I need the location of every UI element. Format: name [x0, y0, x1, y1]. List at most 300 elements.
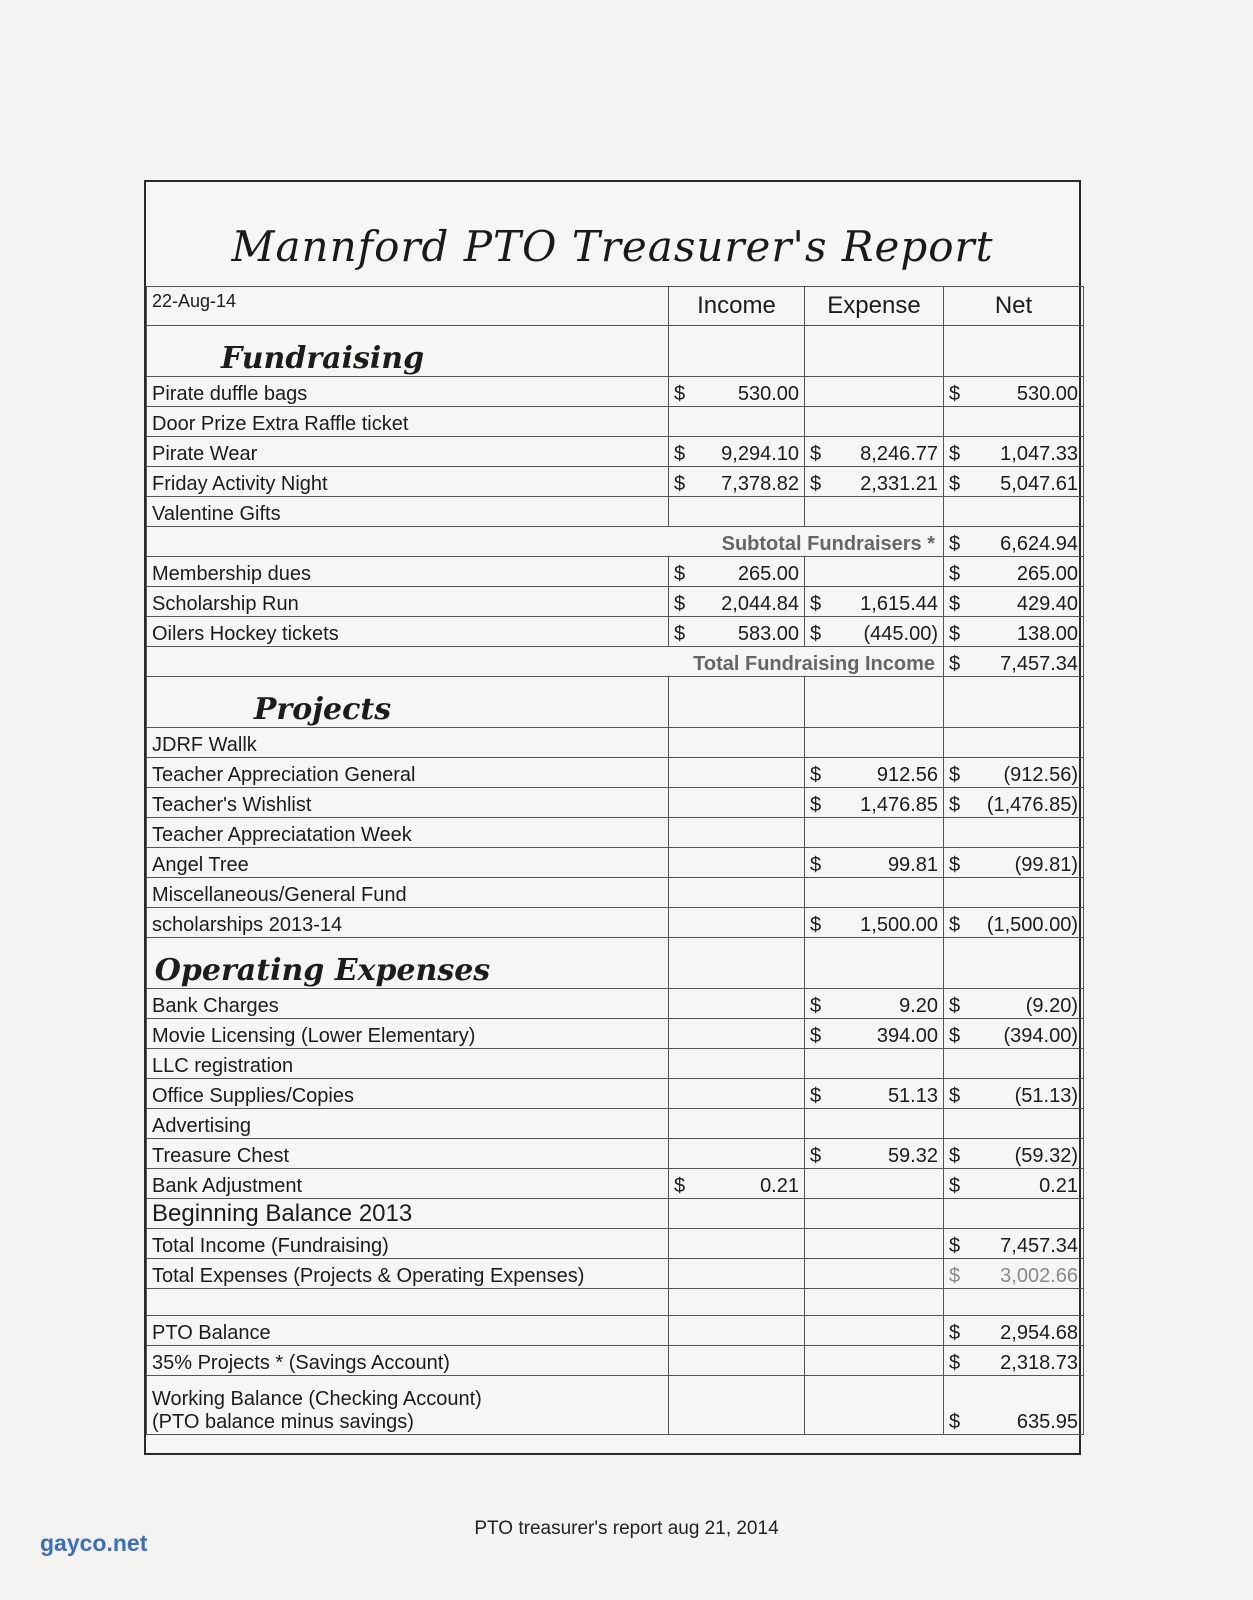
currency-symbol: $	[949, 1145, 961, 1167]
table-row	[147, 908, 1084, 938]
income-value-cell	[669, 437, 805, 467]
total-fundraising-row	[147, 647, 1084, 677]
currency-symbol: $	[810, 794, 822, 816]
total-expenses-row-label: Total Expenses (Projects & Operating Expenses)	[147, 1259, 669, 1289]
empty-cell	[805, 1376, 944, 1435]
spacer-row-value-cell	[944, 1289, 1084, 1316]
net-value	[949, 794, 1078, 817]
expense-value	[810, 1085, 938, 1108]
report-title: Mannford PTO Treasurer's Report	[231, 222, 994, 271]
expense-value-cell	[805, 818, 944, 848]
net-value	[949, 623, 1078, 646]
table-row	[147, 1169, 1084, 1199]
net-value-cell	[944, 908, 1084, 938]
currency-symbol: $	[674, 563, 686, 585]
income-value-amount: 530.00	[737, 383, 799, 405]
empty-cell	[669, 1316, 805, 1346]
expense-value-amount: (445.00)	[863, 623, 938, 645]
income-value-cell	[669, 989, 805, 1019]
spacer-row	[147, 1289, 1084, 1316]
net-value-amount: (394.00)	[1003, 1025, 1078, 1047]
table-row	[147, 1079, 1084, 1109]
expense-value-cell	[805, 1109, 944, 1139]
currency-symbol: $	[949, 854, 961, 876]
empty-cell	[669, 1289, 805, 1316]
row-label: Friday Activity Night	[147, 467, 669, 497]
pto-balance-row-label: PTO Balance	[147, 1316, 669, 1346]
net-value-cell	[944, 407, 1084, 437]
currency-symbol: $	[949, 443, 961, 465]
empty-cell	[805, 677, 944, 728]
working-balance-line-1: Working Balance (Checking Account)	[152, 1388, 482, 1410]
expense-value	[810, 1025, 938, 1048]
expense-value-amount: 1,476.85	[860, 794, 938, 816]
section-row	[147, 326, 1084, 377]
income-value-cell	[669, 848, 805, 878]
empty-cell	[805, 326, 944, 377]
pto-balance-row-value-cell	[944, 1316, 1084, 1346]
empty-cell	[944, 326, 1084, 377]
expense-value-amount: 59.32	[887, 1145, 938, 1167]
row-label: Pirate duffle bags	[147, 377, 669, 407]
net-value-amount: (1,476.85)	[986, 794, 1078, 816]
row-label: Bank Charges	[147, 989, 669, 1019]
projects-savings-row-value-amount: 2,318.73	[1000, 1352, 1078, 1374]
net-value	[949, 995, 1078, 1018]
expense-value-cell	[805, 587, 944, 617]
currency-symbol: $	[810, 443, 822, 465]
income-value-cell	[669, 878, 805, 908]
net-value-cell	[944, 878, 1084, 908]
currency-symbol: $	[949, 473, 961, 495]
income-value-cell	[669, 758, 805, 788]
empty-cell	[669, 1259, 805, 1289]
section-title-projects: Projects	[147, 677, 669, 728]
income-value-amount: 2,044.84	[721, 593, 799, 615]
expense-value-cell	[805, 617, 944, 647]
row-label: scholarships 2013-14	[147, 908, 669, 938]
total-expenses-row	[147, 1259, 1084, 1289]
expense-value-amount: 2,331.21	[860, 473, 938, 495]
expense-column-header: Expense	[805, 287, 944, 326]
row-label: Teacher Appreciation General	[147, 758, 669, 788]
row-label: JDRF Wallk	[147, 728, 669, 758]
net-value	[949, 1175, 1078, 1198]
income-value-cell	[669, 1019, 805, 1049]
income-value-cell	[669, 587, 805, 617]
expense-value	[810, 914, 938, 937]
section-title-operating: Operating Expenses	[147, 938, 669, 989]
income-value-amount: 0.21	[760, 1175, 799, 1197]
currency-symbol: $	[949, 1175, 961, 1197]
income-value-cell	[669, 407, 805, 437]
working-balance-line-2: (PTO balance minus savings)	[152, 1411, 414, 1433]
empty-cell	[805, 1259, 944, 1289]
total-income-row	[147, 1229, 1084, 1259]
total-income-row-value-amount: 7,457.34	[1000, 1235, 1078, 1257]
expense-value	[810, 854, 938, 877]
expense-value-cell	[805, 989, 944, 1019]
expense-value	[810, 995, 938, 1018]
empty-cell	[805, 1346, 944, 1376]
net-value-amount: 429.40	[1016, 593, 1078, 615]
expense-value-cell	[805, 557, 944, 587]
income-value	[674, 443, 799, 466]
total-expenses-row-value	[949, 1265, 1078, 1288]
currency-symbol: $	[949, 623, 961, 645]
expense-value-cell	[805, 467, 944, 497]
working-balance-value-amount: 635.95	[1016, 1411, 1078, 1433]
beginning-balance-row	[147, 1199, 1084, 1229]
currency-symbol: $	[949, 995, 961, 1017]
currency-symbol: $	[949, 593, 961, 615]
expense-value-cell	[805, 1169, 944, 1199]
income-value	[674, 563, 799, 586]
net-value-amount: 265.00	[1016, 563, 1078, 585]
income-value-cell	[669, 557, 805, 587]
expense-value-cell	[805, 788, 944, 818]
income-value	[674, 383, 799, 406]
currency-symbol: $	[949, 653, 961, 675]
net-value-amount: (9.20)	[1025, 995, 1078, 1017]
net-value	[949, 764, 1078, 787]
treasurer-report	[144, 180, 1081, 1455]
currency-symbol: $	[674, 1175, 686, 1197]
table-row	[147, 497, 1084, 527]
currency-symbol: $	[674, 623, 686, 645]
section-row	[147, 677, 1084, 728]
net-value	[949, 1145, 1078, 1168]
table-row	[147, 1019, 1084, 1049]
empty-cell	[669, 1229, 805, 1259]
net-value-cell	[944, 497, 1084, 527]
total-expenses-row-value-cell	[944, 1259, 1084, 1289]
expense-value-amount: 51.13	[887, 1085, 938, 1107]
table-row	[147, 1049, 1084, 1079]
net-value-amount: 5,047.61	[1000, 473, 1078, 495]
net-value-cell	[944, 1079, 1084, 1109]
total-fundraising-row-label: Total Fundraising Income	[147, 647, 944, 677]
expense-value-cell	[805, 1049, 944, 1079]
total-fundraising-row-net-amount: 7,457.34	[1000, 653, 1078, 675]
pto-balance-row-value	[949, 1322, 1078, 1345]
watermark: gayco.net	[40, 1530, 148, 1556]
report-date: 22-Aug-14	[147, 287, 669, 326]
income-column-header: Income	[669, 287, 805, 326]
expense-value	[810, 473, 938, 496]
income-value	[674, 1175, 799, 1198]
section-row	[147, 938, 1084, 989]
net-value-cell	[944, 1109, 1084, 1139]
expense-value-amount: 9.20	[899, 995, 938, 1017]
currency-symbol: $	[949, 1085, 961, 1107]
row-label: Pirate Wear	[147, 437, 669, 467]
table-row	[147, 377, 1084, 407]
expense-value	[810, 1145, 938, 1168]
expense-value	[810, 764, 938, 787]
net-value-amount: (59.32)	[1014, 1145, 1078, 1167]
net-value	[949, 563, 1078, 586]
row-label: Movie Licensing (Lower Elementary)	[147, 1019, 669, 1049]
net-value-cell	[944, 1169, 1084, 1199]
currency-symbol: $	[949, 1265, 961, 1287]
projects-savings-row-value-cell	[944, 1346, 1084, 1376]
net-value-cell	[944, 617, 1084, 647]
income-value-cell	[669, 467, 805, 497]
table-row	[147, 1109, 1084, 1139]
section-title-fundraising: Fundraising	[147, 326, 669, 377]
table-row	[147, 728, 1084, 758]
expense-value	[810, 623, 938, 646]
net-value	[949, 854, 1078, 877]
projects-savings-row-label: 35% Projects * (Savings Account)	[147, 1346, 669, 1376]
income-value-cell	[669, 1139, 805, 1169]
net-value-amount: (912.56)	[1003, 764, 1078, 786]
expense-value-cell	[805, 758, 944, 788]
expense-value	[810, 443, 938, 466]
total-income-row-label: Total Income (Fundraising)	[147, 1229, 669, 1259]
empty-cell	[669, 326, 805, 377]
total-fundraising-row-net-cell	[944, 647, 1084, 677]
table-row	[147, 437, 1084, 467]
row-label: Oilers Hockey tickets	[147, 617, 669, 647]
income-value-cell	[669, 908, 805, 938]
net-value	[949, 914, 1078, 937]
empty-cell	[669, 1376, 805, 1435]
expense-value-cell	[805, 848, 944, 878]
net-value-amount: (99.81)	[1014, 854, 1078, 876]
income-value	[674, 593, 799, 616]
expense-value-cell	[805, 1019, 944, 1049]
expense-value-amount: 8,246.77	[860, 443, 938, 465]
currency-symbol: $	[674, 473, 686, 495]
currency-symbol: $	[810, 914, 822, 936]
working-balance-value-cell	[944, 1376, 1084, 1435]
income-value-cell	[669, 1169, 805, 1199]
currency-symbol: $	[810, 473, 822, 495]
net-value-cell	[944, 758, 1084, 788]
income-value-amount: 265.00	[737, 563, 799, 585]
currency-symbol: $	[949, 1411, 961, 1433]
row-label: Office Supplies/Copies	[147, 1079, 669, 1109]
expense-value-amount: 99.81	[887, 854, 938, 876]
working-balance-row	[147, 1376, 1084, 1435]
income-value	[674, 473, 799, 496]
table-row	[147, 587, 1084, 617]
table-row	[147, 467, 1084, 497]
projects-savings-row	[147, 1346, 1084, 1376]
income-value-amount: 9,294.10	[721, 443, 799, 465]
table-row	[147, 557, 1084, 587]
currency-symbol: $	[949, 794, 961, 816]
net-value-amount: (51.13)	[1014, 1085, 1078, 1107]
expense-value-cell	[805, 377, 944, 407]
currency-symbol: $	[949, 563, 961, 585]
net-value-cell	[944, 467, 1084, 497]
page-caption: PTO treasurer's report aug 21, 2014	[474, 1518, 779, 1539]
expense-value-cell	[805, 728, 944, 758]
subtotal-fundraisers-row-net-amount: 6,624.94	[1000, 533, 1078, 555]
income-value-cell	[669, 788, 805, 818]
row-label: LLC registration	[147, 1049, 669, 1079]
row-label: Valentine Gifts	[147, 497, 669, 527]
empty-cell	[805, 1289, 944, 1316]
income-value-amount: 7,378.82	[721, 473, 799, 495]
table-row	[147, 818, 1084, 848]
income-value-cell	[669, 617, 805, 647]
net-value	[949, 383, 1078, 406]
net-value-cell	[944, 1139, 1084, 1169]
net-value	[949, 1025, 1078, 1048]
total-income-row-value-cell	[944, 1229, 1084, 1259]
currency-symbol: $	[949, 1352, 961, 1374]
report-table	[146, 286, 1084, 1435]
empty-cell	[805, 1316, 944, 1346]
income-value-cell	[669, 728, 805, 758]
currency-symbol: $	[674, 383, 686, 405]
net-value	[949, 443, 1078, 466]
pto-balance-row-value-amount: 2,954.68	[1000, 1322, 1078, 1344]
table-row	[147, 848, 1084, 878]
currency-symbol: $	[810, 1025, 822, 1047]
net-value-amount: 138.00	[1016, 623, 1078, 645]
total-income-row-value	[949, 1235, 1078, 1258]
currency-symbol: $	[810, 593, 822, 615]
net-value-cell	[944, 587, 1084, 617]
net-value-amount: 0.21	[1039, 1175, 1078, 1197]
row-label: Advertising	[147, 1109, 669, 1139]
income-value-amount: 583.00	[737, 623, 799, 645]
row-label: Angel Tree	[147, 848, 669, 878]
net-column-header: Net	[944, 287, 1084, 326]
table-row	[147, 788, 1084, 818]
income-value	[674, 623, 799, 646]
table-row	[147, 989, 1084, 1019]
subtotal-fundraisers-row-label: Subtotal Fundraisers *	[147, 527, 944, 557]
expense-value-cell	[805, 1139, 944, 1169]
beginning-balance-row-label: Beginning Balance 2013	[147, 1199, 669, 1229]
row-label: Door Prize Extra Raffle ticket	[147, 407, 669, 437]
row-label: Teacher's Wishlist	[147, 788, 669, 818]
currency-symbol: $	[810, 623, 822, 645]
table-row	[147, 878, 1084, 908]
table-row	[147, 407, 1084, 437]
table-row	[147, 758, 1084, 788]
net-value-amount: (1,500.00)	[986, 914, 1078, 936]
empty-cell	[805, 1199, 944, 1229]
expense-value-cell	[805, 407, 944, 437]
net-value	[949, 1085, 1078, 1108]
currency-symbol: $	[949, 383, 961, 405]
currency-symbol: $	[949, 1025, 961, 1047]
total-fundraising-row-net	[949, 653, 1078, 676]
expense-value	[810, 794, 938, 817]
expense-value-amount: 912.56	[876, 764, 938, 786]
empty-cell	[669, 1346, 805, 1376]
empty-cell	[944, 938, 1084, 989]
net-value-cell	[944, 989, 1084, 1019]
beginning-balance-row-value-cell	[944, 1199, 1084, 1229]
expense-value-cell	[805, 908, 944, 938]
empty-cell	[669, 1199, 805, 1229]
row-label: Bank Adjustment	[147, 1169, 669, 1199]
header-row	[147, 287, 1084, 326]
income-value-cell	[669, 377, 805, 407]
empty-cell	[805, 1229, 944, 1259]
currency-symbol: $	[949, 914, 961, 936]
expense-value-amount: 1,500.00	[860, 914, 938, 936]
expense-value-amount: 1,615.44	[860, 593, 938, 615]
net-value-cell	[944, 437, 1084, 467]
net-value	[949, 473, 1078, 496]
income-value-cell	[669, 1109, 805, 1139]
empty-cell	[944, 677, 1084, 728]
net-value-cell	[944, 818, 1084, 848]
income-value-cell	[669, 818, 805, 848]
expense-value-cell	[805, 878, 944, 908]
net-value-cell	[944, 557, 1084, 587]
currency-symbol: $	[810, 854, 822, 876]
expense-value-cell	[805, 497, 944, 527]
income-value-cell	[669, 1079, 805, 1109]
currency-symbol: $	[674, 443, 686, 465]
row-label: Membership dues	[147, 557, 669, 587]
total-expenses-row-value-amount: 3,002.66	[1000, 1265, 1078, 1287]
empty-cell	[669, 938, 805, 989]
net-value-cell	[944, 1049, 1084, 1079]
currency-symbol: $	[810, 1145, 822, 1167]
working-balance-value	[949, 1411, 1078, 1434]
row-label: Scholarship Run	[147, 587, 669, 617]
net-value-cell	[944, 848, 1084, 878]
table-row	[147, 617, 1084, 647]
income-value-cell	[669, 497, 805, 527]
currency-symbol: $	[810, 1085, 822, 1107]
net-value	[949, 593, 1078, 616]
row-label: Teacher Appreciatation Week	[147, 818, 669, 848]
currency-symbol: $	[810, 764, 822, 786]
currency-symbol: $	[949, 764, 961, 786]
net-value-cell	[944, 377, 1084, 407]
projects-savings-row-value	[949, 1352, 1078, 1375]
table-row	[147, 1139, 1084, 1169]
currency-symbol: $	[674, 593, 686, 615]
currency-symbol: $	[949, 533, 961, 555]
subtotal-fundraisers-row-net	[949, 533, 1078, 556]
working-balance-label	[147, 1376, 669, 1435]
currency-symbol: $	[949, 1235, 961, 1257]
net-value-cell	[944, 728, 1084, 758]
subtotal-fundraisers-row	[147, 527, 1084, 557]
expense-value	[810, 593, 938, 616]
spacer-row-label	[147, 1289, 669, 1316]
currency-symbol: $	[810, 995, 822, 1017]
empty-cell	[669, 677, 805, 728]
expense-value-cell	[805, 1079, 944, 1109]
expense-value-amount: 394.00	[876, 1025, 938, 1047]
net-value-cell	[944, 1019, 1084, 1049]
currency-symbol: $	[949, 1322, 961, 1344]
expense-value-cell	[805, 437, 944, 467]
pto-balance-row	[147, 1316, 1084, 1346]
empty-cell	[805, 938, 944, 989]
income-value-cell	[669, 1049, 805, 1079]
net-value-amount: 1,047.33	[1000, 443, 1078, 465]
subtotal-fundraisers-row-net-cell	[944, 527, 1084, 557]
row-label: Treasure Chest	[147, 1139, 669, 1169]
row-label: Miscellaneous/General Fund	[147, 878, 669, 908]
net-value-cell	[944, 788, 1084, 818]
